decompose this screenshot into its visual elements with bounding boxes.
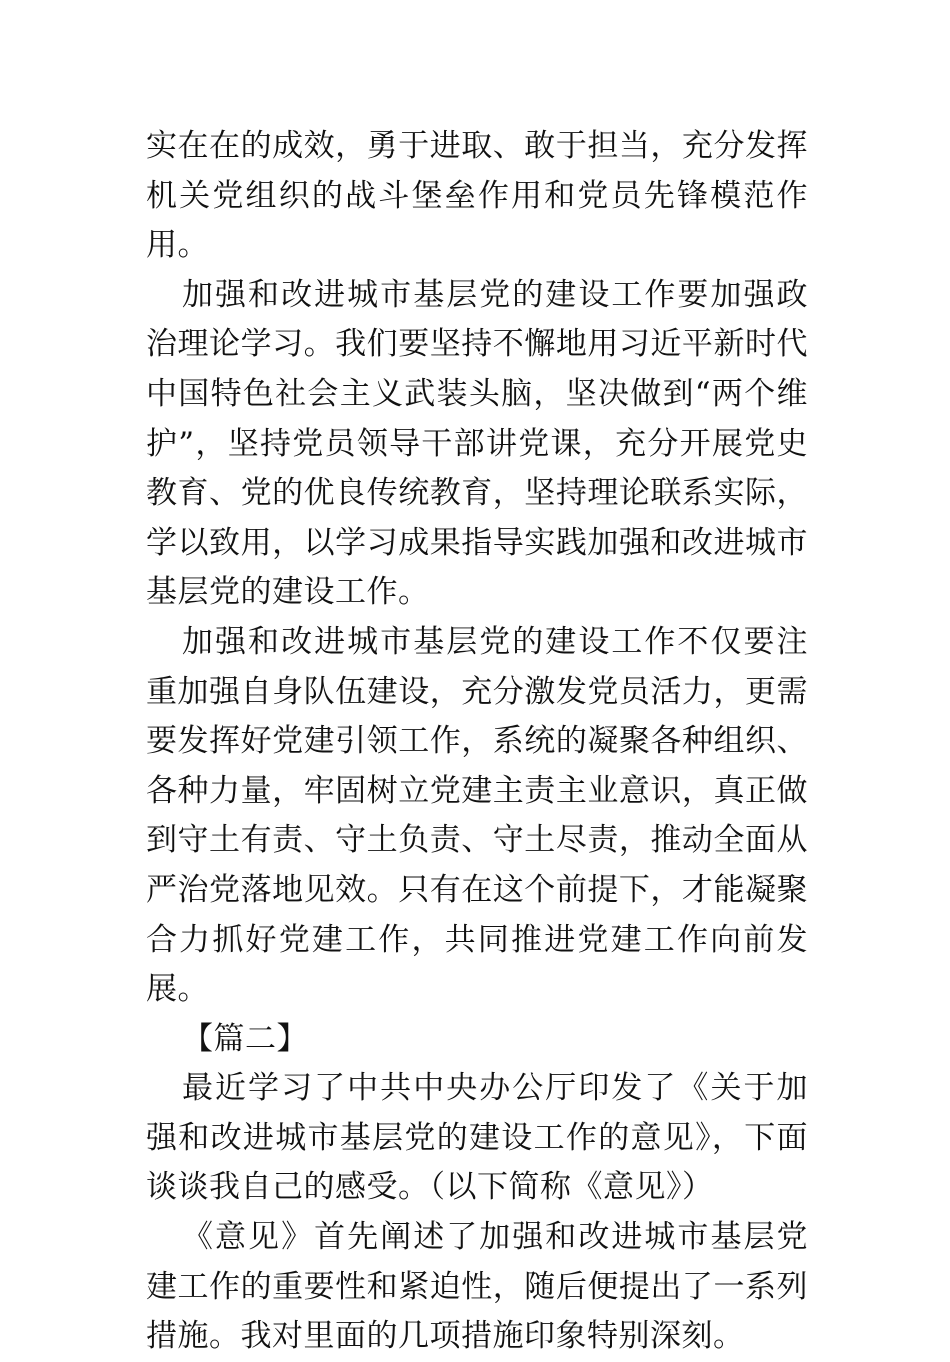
document-body bbox=[146, 122, 808, 1362]
paragraph-team-building: 加强和改进城市基层党的建设工作不仅要注重加强自身队伍建设，充分激发党员活力，更需要发挥好党建引领工作，系统的凝聚各种组织、各种力量，牢固树立党建主责主业意识，真正做到守土有责、守土负责、守土尽责，推动全面从严治党落地见效。只有在这个前提下，才能凝聚合力抓好党建工作，共同推进党建工作向前发展。 bbox=[146, 623, 808, 1008]
paragraph-theory-study: 加强和改进城市基层党的建设工作要加强政治理论学习。我们要坚持不懈地用习近平新时代中国特色社会主义武装头脑，坚决做到“两个维护”，坚持党员领导干部讲党课，充分开展党史教育、党的优良传统教育，坚持理论联系实际，学以致用，以学习成果指导实践加强和改进城市基层党的建设工作。 bbox=[146, 276, 808, 611]
paragraph-opinion-summary: 《意见》首先阐述了加强和改进城市基层党建工作的重要性和紧迫性，随后便提出了一系列措施。我对里面的几项措施印象特别深刻。 bbox=[146, 1219, 808, 1355]
paragraph-continued: 实在在的成效，勇于进取、敢于担当，充分发挥机关党组织的战斗堡垒作用和党员先锋模范作用。 bbox=[146, 128, 808, 264]
section-heading: 【篇二】 bbox=[182, 1020, 308, 1057]
paragraph-recent-study: 最近学习了中共中央办公厅印发了《关于加强和改进城市基层党的建设工作的意见》，下面谈谈我自己的感受。（以下简称《意见》） bbox=[146, 1070, 808, 1206]
